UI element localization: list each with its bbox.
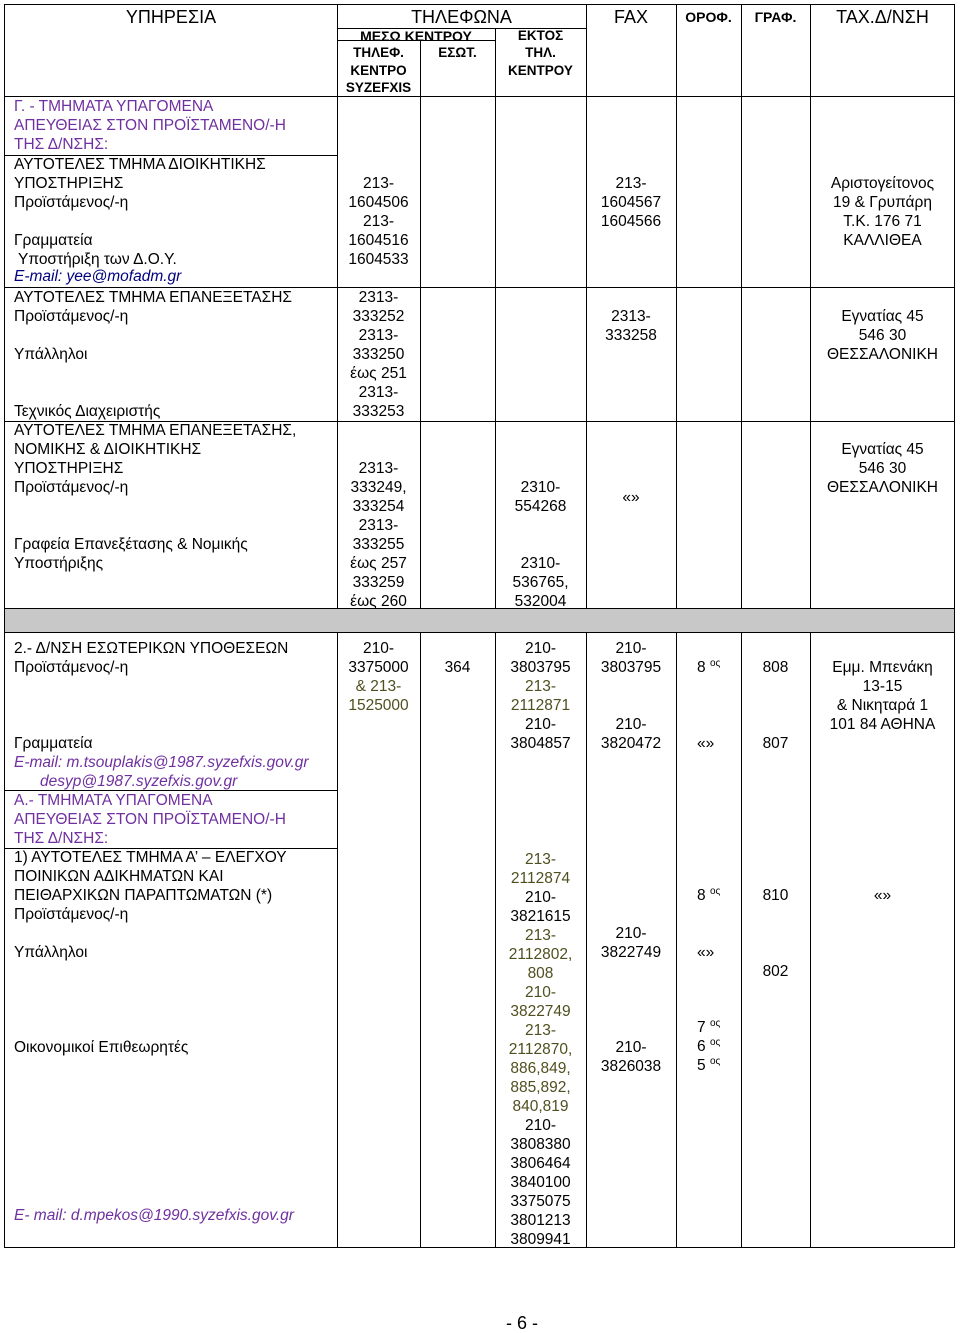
email-link[interactable]: E-mail: yee@mofadm.gr	[14, 268, 182, 285]
postal-address: Αριστογείτονος	[830, 175, 935, 192]
role-label: Υποστήριξη των Δ.Ο.Υ.	[18, 251, 177, 268]
header-outside-line-2: ΤΗΛ.	[525, 45, 556, 60]
phone-number: 3840100	[510, 1174, 571, 1191]
phone-number: 1604506	[348, 194, 409, 211]
postal-address: Εγνατίας 45	[841, 308, 924, 325]
phone-number: έως 257	[350, 555, 407, 572]
phone-number: 210-	[524, 716, 557, 733]
role-label: Προϊστάμενος/-η	[14, 308, 129, 325]
phone-number: 1604533	[348, 251, 409, 268]
column-divider	[420, 40, 421, 608]
phone-number: 2313-	[358, 517, 399, 534]
fax-number: 3826038	[600, 1058, 662, 1075]
role-label: Προϊστάμενος/-η	[14, 194, 129, 211]
postal-address: Εγνατίας 45	[841, 441, 924, 458]
phone-number: 213-	[524, 927, 557, 944]
header-floor: ΟΡΟΦ.	[685, 9, 732, 25]
header-via-center: ΜΕΣΩ ΚΕΝΤΡΟΥ	[360, 28, 472, 44]
header-phones: ΤΗΛΕΦΩΝΑ	[411, 7, 512, 27]
phone-number: 808	[527, 965, 554, 982]
header-outside-line-1: ΕΚΤΟΣ	[517, 28, 564, 43]
postal-address: 13-15	[862, 678, 903, 695]
section-title: ΑΠΕΥΘΕΙΑΣ ΣΤΟΝ ΠΡΟΪΣΤΑΜΕΝΟ/-Η	[14, 811, 286, 828]
phone-number: 213-	[362, 213, 395, 230]
phone-number: 210-	[524, 889, 557, 906]
postal-address: & Νικηταρά 1	[836, 697, 929, 714]
separator-band	[5, 609, 954, 632]
phone-number: 2112871	[510, 697, 571, 714]
phone-number: 210-	[524, 640, 557, 657]
phone-number: 532004	[514, 593, 567, 610]
role-label: Υπάλληλοι	[14, 346, 88, 363]
postal-address: Εμμ. Μπενάκη	[832, 659, 933, 676]
header-service: ΥΠΗΡΕΣΙΑ	[125, 7, 217, 27]
office-number: 810	[762, 887, 789, 904]
department-title: ΑΥΤΟΤΕΛΕΣ ΤΜΗΜΑ ΕΠΑΝΕΞΕΤΑΣΗΣ	[14, 289, 292, 306]
phone-number: 333255	[352, 536, 405, 553]
fax-number: 1604566	[600, 213, 662, 230]
postal-address: ΘΕΣΣΑΛΟΝΙΚΗ	[826, 346, 938, 363]
role-label: Γραμματεία	[14, 735, 93, 752]
phone-number: 2313-	[358, 327, 399, 344]
header-tel-center-line-3: SYZEFXIS	[345, 80, 412, 95]
phone-number: 3806464	[510, 1155, 571, 1172]
phone-number: 3801213	[510, 1212, 571, 1229]
header-internal: ΕΣΩΤ.	[438, 45, 477, 60]
phone-number: 3821615	[510, 908, 571, 925]
phone-number: 840,819	[512, 1098, 569, 1115]
postal-address: ΘΕΣΣΑΛΟΝΙΚΗ	[826, 479, 938, 496]
phone-number: 2310-	[520, 479, 561, 496]
floor-value: 8 $^{o\varsigma}$	[697, 657, 721, 676]
postal-ditto: «»	[873, 887, 892, 904]
postal-address: Τ.Κ. 176 71	[843, 213, 922, 230]
phone-number: 3808380	[510, 1136, 571, 1153]
postal-address: 19 & Γρυπάρη	[833, 194, 932, 211]
phone-number: 3804857	[510, 735, 571, 752]
header-fax: FAX	[613, 7, 648, 27]
fax-number: 3820472	[600, 735, 662, 752]
phone-number: 2313-	[358, 289, 399, 306]
section-title: ΤΗΣ Δ/ΝΣΗΣ:	[14, 136, 109, 153]
phone-number: 2313-	[358, 384, 399, 401]
phone-number: 3375075	[510, 1193, 571, 1210]
header-tel-center-line-2: ΚΕΝΤΡΟ	[350, 63, 407, 78]
phone-number: 886,849,	[510, 1060, 571, 1077]
fax-number: 210-	[615, 1039, 647, 1056]
section-title: ΤΗΣ Δ/ΝΣΗΣ:	[14, 830, 109, 847]
phone-number: 210-	[524, 984, 557, 1001]
office-number: 808	[762, 659, 789, 676]
phone-number: έως 251	[350, 365, 407, 382]
column-divider	[586, 4, 587, 608]
phone-number: 333250	[352, 346, 405, 363]
phone-number: 333252	[352, 308, 405, 325]
header-divider	[4, 96, 955, 97]
column-divider	[810, 4, 811, 608]
section-title: Α.- ΤΜΗΜΑΤΑ ΥΠΑΓΟΜΕΝΑ	[14, 792, 213, 809]
column-divider	[741, 632, 742, 1248]
header-office: ΓΡΑΦ.	[754, 9, 797, 25]
column-divider	[420, 632, 421, 1248]
postal-address: 101 84 ΑΘΗΝΑ	[829, 716, 936, 733]
phone-number: 3803795	[510, 659, 571, 676]
phone-number: 1604516	[348, 232, 409, 249]
fax-number: 333258	[605, 327, 657, 344]
row-divider	[4, 287, 955, 288]
role-label: Γραφεία Επανεξέτασης & Νομικής	[14, 536, 248, 553]
role-label: Προϊστάμενος/-η	[14, 659, 129, 676]
table-border-top	[4, 4, 955, 5]
phone-number: έως 260	[350, 593, 407, 610]
fax-number: 3803795	[600, 659, 662, 676]
role-label: Τεχνικός Διαχειριστής	[14, 403, 161, 420]
phone-number: 213-	[524, 678, 557, 695]
office-number: 807	[762, 735, 789, 752]
header-outside-line-3: ΚΕΝΤΡΟΥ	[508, 63, 573, 78]
column-divider	[676, 632, 677, 1248]
fax-number: 213-	[615, 175, 647, 192]
floor-value: «»	[697, 735, 715, 752]
floor-value: «»	[697, 944, 715, 961]
phone-number: 333259	[352, 574, 405, 591]
phone-number: 210-	[362, 640, 395, 657]
department-title: ΝΟΜΙΚΗΣ & ΔΙΟΙΚΗΤΙΚΗΣ	[14, 441, 202, 458]
phone-number: 213-	[524, 851, 557, 868]
department-title: ΠΕΙΘΑΡΧΙΚΩΝ ΠΑΡΑΠΤΩΜΑΤΩΝ (*)	[14, 887, 273, 904]
table-border-bottom	[4, 1247, 955, 1248]
phone-number: 333253	[352, 403, 405, 420]
internal-extension: 364	[444, 659, 471, 676]
role-label: Οικονομικοί Επιθεωρητές	[14, 1039, 189, 1056]
page-number: - 6 -	[506, 1313, 539, 1333]
row-divider	[4, 632, 955, 633]
fax-number: 210-	[615, 716, 647, 733]
role-label: Προϊστάμενος/-η	[14, 906, 129, 923]
phone-number: 333249,	[350, 479, 407, 496]
phone-number: 2112802,	[508, 946, 573, 963]
phone-number: 3809941	[510, 1231, 571, 1248]
fax-number: 3822749	[600, 944, 662, 961]
role-label: Προϊστάμενος/-η	[14, 479, 129, 496]
postal-address: ΚΑΛΛΙΘΕΑ	[843, 232, 922, 249]
floor-value: 8 $^{o\varsigma}$	[697, 885, 721, 904]
phone-number: 536765,	[512, 574, 569, 591]
department-title: ΥΠΟΣΤΗΡΙΞΗΣ	[14, 175, 124, 192]
column-divider	[495, 28, 496, 608]
phone-number: 885,892,	[510, 1079, 571, 1096]
phone-number: 2112874	[510, 870, 571, 887]
postal-address: 546 30	[858, 460, 907, 477]
department-title: 1) ΑΥΤΟΤΕΛΕΣ ΤΜΗΜΑ Α’ – ΕΛΕΓΧΟΥ	[14, 849, 287, 866]
phone-number: 2313-	[358, 460, 399, 477]
office-number: 802	[762, 963, 789, 980]
column-divider	[676, 4, 677, 608]
fax-number: 1604567	[600, 194, 662, 211]
fax-number: 210-	[615, 925, 647, 942]
floor-value: 6 $^{o\varsigma}$	[697, 1036, 721, 1055]
postal-address: 546 30	[858, 327, 907, 344]
role-label: Υπάλληλοι	[14, 944, 88, 961]
department-title: ΥΠΟΣΤΗΡΙΞΗΣ	[14, 460, 124, 477]
header-tel-center-line-1: ΤΗΛΕΦ.	[353, 45, 404, 60]
fax-ditto: «»	[622, 489, 640, 506]
phone-number: 3375000	[348, 659, 409, 676]
email-link[interactable]: E- mail: d.mpekos@1990.syzefxis.gov.gr	[14, 1207, 294, 1224]
department-title: ΑΥΤΟΤΕΛΕΣ ΤΜΗΜΑ ΕΠΑΝΕΞΕΤΑΣΗΣ,	[14, 422, 297, 439]
directorate-title: 2.- Δ/ΝΣΗ ΕΣΩΤΕΡΙΚΩΝ ΥΠΟΘΕΣΕΩΝ	[14, 640, 289, 657]
header-postal: ΤΑΧ.Δ/ΝΣΗ	[836, 7, 929, 27]
email-link[interactable]: E-mail: m.tsouplakis@1987.syzefxis.gov.gr	[14, 754, 309, 771]
phone-number: 213-	[524, 1022, 557, 1039]
phone-number: 333254	[352, 498, 405, 515]
phone-number: & 213-	[355, 678, 402, 695]
phone-number: 1525000	[348, 697, 409, 714]
department-title: ΑΥΤΟΤΕΛΕΣ ΤΜΗΜΑ ΔΙΟΙΚΗΤΙΚΗΣ	[14, 156, 266, 173]
role-label: Γραμματεία	[14, 232, 93, 249]
fax-number: 2313-	[611, 308, 651, 325]
phone-number: 554268	[514, 498, 567, 515]
section-title: Γ. - ΤΜΗΜΑΤΑ ΥΠΑΓΟΜΕΝΑ	[14, 98, 214, 115]
phone-number: 3822749	[510, 1003, 571, 1020]
department-title: ΠΟΙΝΙΚΩΝ ΑΔΙΚΗΜΑΤΩΝ ΚΑΙ	[14, 868, 224, 885]
floor-value: 7 $^{o\varsigma}$	[697, 1017, 721, 1036]
column-divider	[741, 4, 742, 608]
phone-number: 213-	[362, 175, 395, 192]
phone-number: 2112870,	[508, 1041, 573, 1058]
role-label: Υποστήριξης	[14, 555, 104, 572]
email-link[interactable]: desyp@1987.syzefxis.gov.gr	[40, 773, 238, 790]
phone-number: 2310-	[520, 555, 561, 572]
section-title: ΑΠΕΥΘΕΙΑΣ ΣΤΟΝ ΠΡΟΪΣΤΑΜΕΝΟ/-Η	[14, 117, 286, 134]
phone-number: 210-	[524, 1117, 557, 1134]
fax-number: 210-	[615, 640, 647, 657]
floor-value: 5 $^{o\varsigma}$	[697, 1055, 721, 1074]
